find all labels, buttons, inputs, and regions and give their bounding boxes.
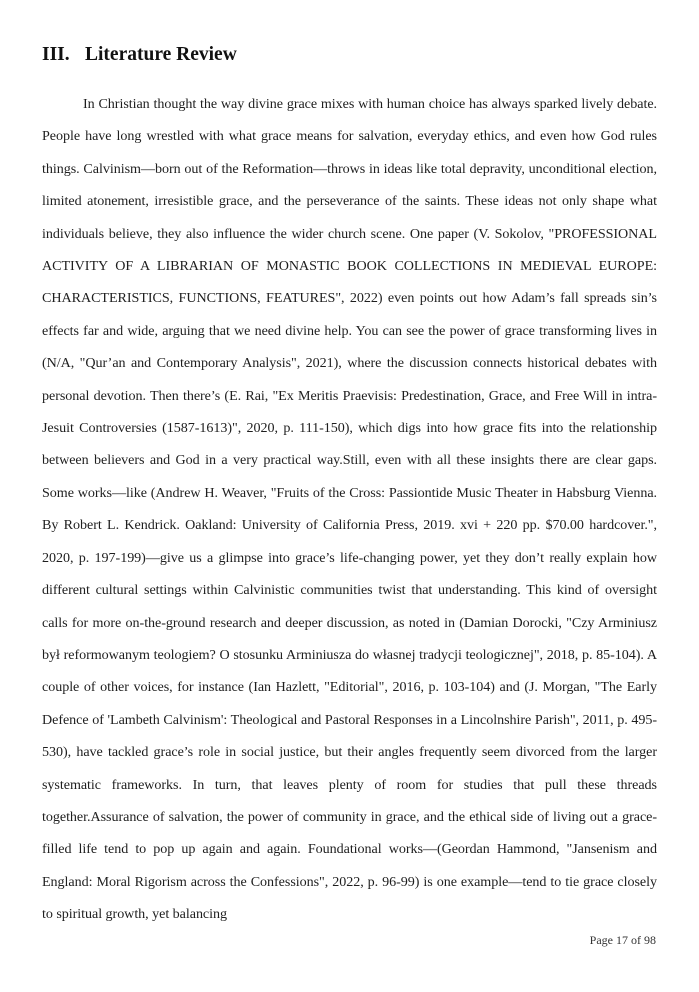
section-number: III.	[42, 44, 70, 65]
section-title: Literature Review	[85, 44, 237, 65]
body-paragraph	[42, 88, 657, 931]
section-heading	[42, 44, 237, 66]
page-number: Page 17 of 98	[589, 933, 656, 947]
paragraph-text: In Christian thought the way divine grace mixes with human choice has always sparked lively debate. People have long wrestled with what grace means for salvation, everyday ethics, and even how God rules things. Calvinism—born out of the Reformation—throws in ideas like total depravity, unconditional election, limited atonement, irresistible grace, and the perseverance of the saints. These ideas not only shape what individuals believe, they also influence the wider church scene. One paper (V. Sokolov, "PROFESSIONAL ACTIVITY OF A LIBRARIAN OF MONASTIC BOOK COLLECTIONS IN MEDIEVAL EUROPE: CHARACTERISTICS, FUNCTIONS, FEATURES", 2022) even points out how Adam’s fall spreads sin’s effects far and wide, arguing that we need divine help. You can see the power of grace transforming lives in (N/A, "Qur’an and Contemporary Analysis", 2021), where the discussion connects historical debates with personal devotion. Then there’s (E. Rai, "Ex Meritis Praevisis: Predestination, Grace, and Free Will in intra-Jesuit Controversies (1587-1613)", 2020, p. 111-150), which digs into how grace fits into the relationship between believers and God in a very practical way.Still, even with all these insights there are clear gaps. Some works—like (Andrew H. Weaver, "Fruits of the Cross: Passiontide Music Theater in Habsburg Vienna. By Robert L. Kendrick. Oakland: University of California Press, 2019. xvi + 220 pp. $70.00 hardcover.", 2020, p. 197-199)—give us a glimpse into grace’s life-changing power, yet they don’t really explain how different cultural settings within Calvinistic communities twist that understanding. This kind of oversight calls for more on-the-ground research and deeper discussion, as noted in (Damian Dorocki, "Czy Arminiusz był reformowanym teologiem? O stosunku Arminiusza do własnej tradycji teologicznej", 2018, p. 85-104). A couple of other voices, for instance (Ian Hazlett, "Editorial", 2016, p. 103-104) and (J. Morgan, "The Early Defence of 'Lambeth Calvinism': Theological and Pastoral Responses in a Lincolnshire Parish", 2011, p. 495-530), have tackled grace’s role in social justice, but their angles frequently seem divorced from the larger systematic frameworks. In turn, that leaves plenty of room for studies that pull these threads together.Assurance of salvation, the power of community in grace, and the ethical side of living out a grace-filled life tend to pop up again and again. Foundational works—(Geordan Hammond, "Jansenism and England: Moral Rigorism across the Confessions", 2022, p. 96-99) is one example—tend to tie grace closely to spiritual growth, yet balancing	[42, 96, 657, 923]
